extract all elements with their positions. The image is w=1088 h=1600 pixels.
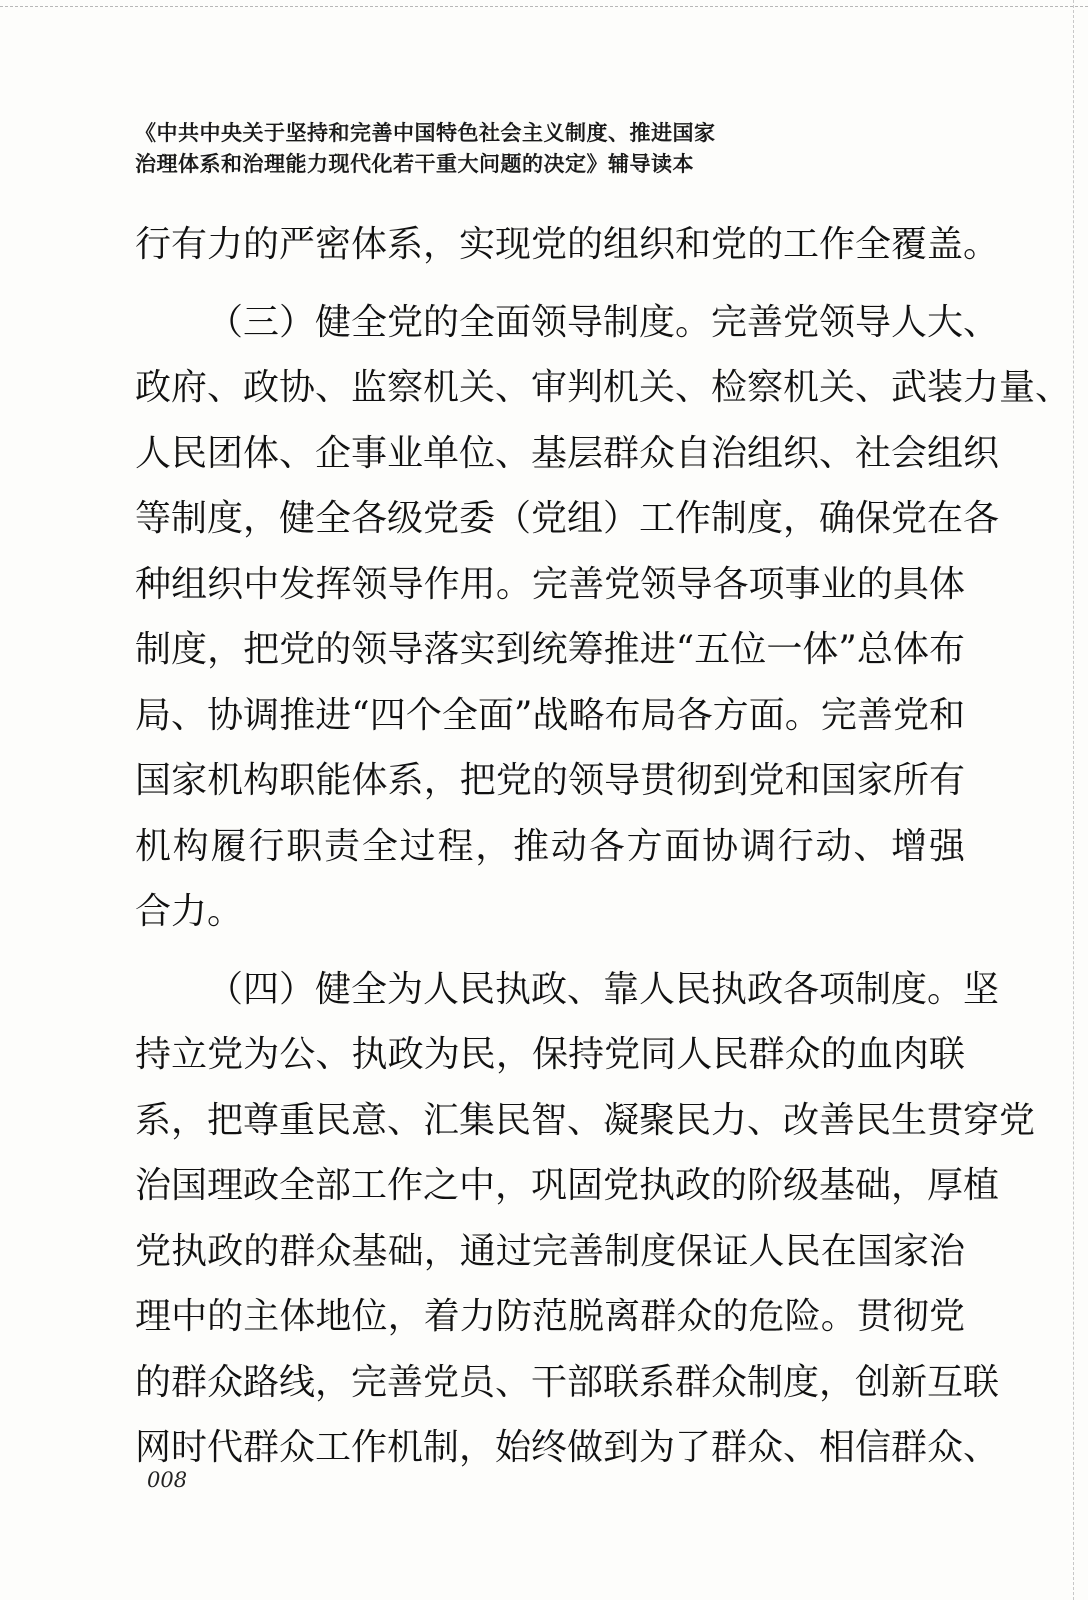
running-header-line-1: 《中共中央关于坚持和完善中国特色社会主义制度、推进国家	[135, 121, 716, 145]
text-line-11: 合力。	[135, 891, 244, 932]
text-line-14: 系，把尊重民意、汇集民智、凝聚民力、改善民生贯穿党	[135, 1099, 1036, 1141]
text-line-3: 政府、政协、监察机关、审判机关、检察机关、武装力量、	[135, 367, 1072, 408]
page-top-edge	[0, 6, 1088, 7]
text-line-2: （三）健全党的全面领导制度。完善党领导人大、	[207, 301, 1000, 343]
text-line-9: 国家机构职能体系，把党的领导贯彻到党和国家所有	[135, 760, 965, 801]
text-line-8: 局、协调推进“四个全面”战略布局各方面。完善党和	[135, 694, 965, 736]
text-line-4: 人民团体、企事业单位、基层群众自治组织、社会组织	[135, 432, 1000, 474]
text-line-1: 行有力的严密体系，实现党的组织和党的工作全覆盖。	[135, 224, 1000, 265]
text-line-12: （四）健全为人民执政、靠人民执政各项制度。坚	[207, 968, 1000, 1010]
text-line-18: 的群众路线，完善党员、干部联系群众制度，创新互联	[135, 1361, 1000, 1403]
text-line-6: 种组织中发挥领导作用。完善党领导各项事业的具体	[135, 563, 965, 605]
text-line-15: 治国理政全部工作之中，巩固党执政的阶级基础，厚植	[135, 1165, 1000, 1206]
running-header	[135, 118, 955, 180]
text-line-10: 机构履行职责全过程，推动各方面协调行动、增强	[135, 825, 965, 867]
text-line-19: 网时代群众工作机制，始终做到为了群众、相信群众、	[135, 1427, 1000, 1468]
running-header-line-2: 治理体系和治理能力现代化若干重大问题的决定》辅导读本	[135, 152, 694, 176]
text-line-7: 制度，把党的领导落实到统筹推进“五位一体”总体布	[135, 629, 965, 670]
text-line-17: 理中的主体地位，着力防范脱离群众的危险。贯彻党	[135, 1296, 965, 1337]
text-line-13: 持立党为公、执政为民，保持党同人民群众的血肉联	[135, 1034, 965, 1075]
text-line-16: 党执政的群众基础，通过完善制度保证人民在国家治	[135, 1230, 965, 1272]
text-line-5: 等制度，健全各级党委（党组）工作制度，确保党在各	[135, 498, 1000, 539]
page-right-edge	[1073, 0, 1074, 1600]
body-text	[135, 212, 1072, 1481]
page-number: 008	[147, 1468, 188, 1492]
